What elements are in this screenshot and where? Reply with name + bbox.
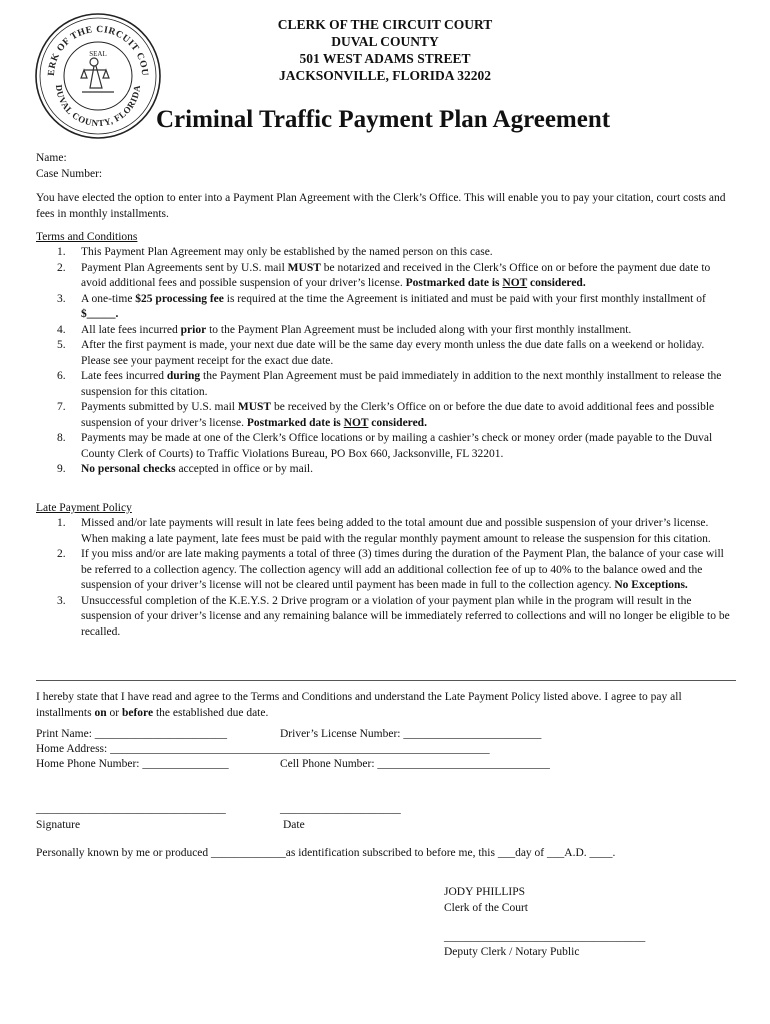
list-item: 5. After the first payment is made, your next due date will be the same day every month unless the due date falls on a weekend or holiday. Please see your payment receipt for the exact due date. (57, 339, 705, 367)
terms-heading: Terms and Conditions (36, 231, 138, 243)
list-item: 1. This Payment Plan Agreement may only be established by the named person on this case. (57, 246, 493, 258)
svg-text:CLERK OF THE CIRCUIT COURT (34, 12, 149, 77)
deputy-clerk-label: Deputy Clerk / Notary Public (444, 946, 580, 958)
header-line-3: 501 WEST ADAMS STREET (299, 51, 471, 66)
case-number-label: Case Number: (36, 167, 103, 180)
date-label: Date (283, 819, 305, 831)
seal-inner-text: SEAL (89, 50, 107, 58)
signature-line[interactable]: _________________________________ (36, 803, 226, 815)
divider (36, 680, 736, 681)
seal-bottom-text: DUVAL COUNTY, FLORIDA (53, 84, 143, 129)
page-title: Criminal Traffic Payment Plan Agreement (156, 106, 611, 133)
home-phone-field[interactable]: Home Phone Number: _______________ (36, 758, 229, 770)
name-label: Name: (36, 152, 67, 164)
agreement-statement: I hereby state that I have read and agree to the Terms and Conditions and understand the Late Payment Policy listed above. I agree to pay all installments on or before the established due date. (36, 691, 682, 719)
clerk-name: JODY PHILLIPS (444, 886, 526, 898)
home-address-field[interactable]: Home Address: __________________________________________________________________ (36, 743, 490, 755)
deputy-signature-line[interactable]: ___________________________________ (444, 931, 646, 943)
list-item: 4. All late fees incurred prior to the Payment Plan Agreement must be included along with your first monthly installment. (57, 323, 632, 336)
header-line-1: CLERK OF THE CIRCUIT COURT (277, 17, 493, 32)
terms-list (36, 245, 736, 478)
list-item: 8. Payments may be made at one of the Clerk’s Office locations or by mailing a cashier’s check or money order (made payable to the Duval County Clerk of Courts) to Traffic Violations Bureau, PO Box 660, Jacksonville, FL 32201. (57, 432, 713, 460)
late-policy-heading: Late Payment Policy (36, 502, 132, 514)
notary-statement: Personally known by me or produced _____________as identification subscribed to before me, this ___day of ___A.D. ____. (36, 847, 616, 859)
intro-paragraph: You have elected the option to enter into a Payment Plan Agreement with the Clerk’s Office. This will enable you to pay your citation, court costs and fees in monthly installments. (36, 192, 726, 220)
header-line-2: DUVAL COUNTY (331, 34, 439, 49)
signature-label: Signature (36, 819, 81, 831)
seal-top-text: ERK OF THE CIRCUIT COU (46, 24, 150, 77)
header-line-4: JACKSONVILLE, FLORIDA 32202 (279, 68, 491, 83)
court-seal (34, 12, 162, 140)
list-item: 1. Missed and/or late payments will result in late fees being added to the total amount due and possible suspension of your driver’s license. When making a late payment, late fees must be paid with the regular monthly payment amount to release the suspension for this citation. (57, 517, 711, 545)
list-item: 6. Late fees incurred during the Payment Plan Agreement must be paid immediately in addition to the next monthly installment to release the suspension for this citation. (57, 370, 722, 398)
list-item: 3. A one-time $25 processing fee is required at the time the Agreement is initiated and must be paid with your first monthly installment of $_____. (57, 292, 706, 320)
court-header (190, 16, 580, 84)
case-fields (36, 151, 736, 182)
cell-phone-field[interactable]: Cell Phone Number: ______________________________ (280, 758, 550, 770)
clerk-title: Clerk of the Court (444, 902, 528, 914)
print-name-field[interactable]: Print Name: _______________________ (36, 728, 228, 740)
list-item: 3. Unsuccessful completion of the K.E.Y.S. 2 Drive program or a violation of your payment plan while in the program will result in the suspension of your driver’s license and any remaining balance will be immediately referred to collections and will no longer be eligible to be recalled. (57, 594, 730, 638)
late-policy-list (36, 516, 736, 640)
date-line[interactable]: _____________________ (280, 803, 401, 815)
list-item: 9. No personal checks accepted in office or by mail. (57, 463, 313, 475)
list-item: 7. Payments submitted by U.S. mail MUST be received by the Clerk’s Office on or before the due date to avoid additional fees and possible suspension of your driver’s license. Postmarked date is NOT considered. (57, 401, 715, 429)
drivers-license-field[interactable]: Driver’s License Number: ________________________ (280, 728, 542, 740)
list-item: 2. If you miss and/or are late making payments a total of three (3) times during the duration of the Payment Plan, the balance of your case will be referred to a collection agency. The collection agency will add an additional collection fee of up to 40% to the balance owed and the suspension of your driver’s license will not be cleared until payment has been made in full to the collection agency. No Exceptions. (57, 548, 724, 591)
list-item: 2. Payment Plan Agreements sent by U.S. mail MUST be notarized and received in the Clerk’s Office on or before the payment due date to avoid additional fees and possible suspension of your driver’s license. Postmarked date is NOT considered. (57, 261, 711, 289)
